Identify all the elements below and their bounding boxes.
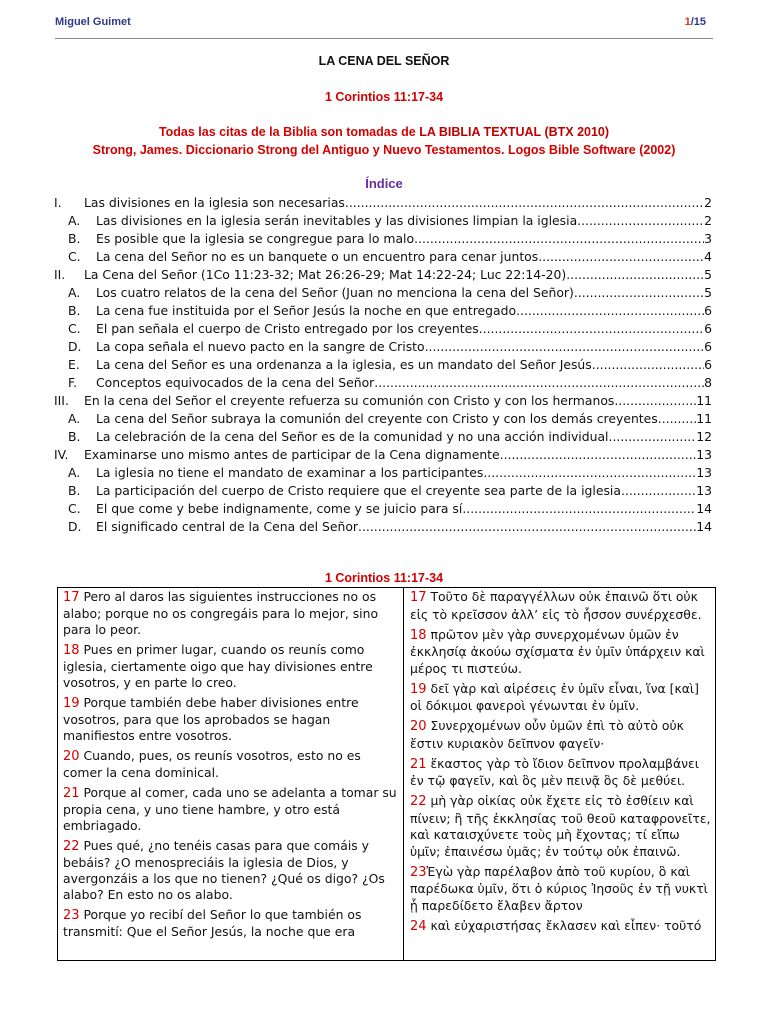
toc-page-number: 4 xyxy=(704,249,712,264)
toc-marker: I. xyxy=(54,195,62,210)
toc-leader-dots xyxy=(479,320,704,338)
toc-page-number: 3 xyxy=(704,231,712,246)
toc-marker: B. xyxy=(68,483,81,498)
verse-number: 21 xyxy=(410,756,427,772)
verse-es xyxy=(63,785,399,834)
table-of-contents xyxy=(54,194,712,536)
toc-leader-dots xyxy=(425,338,705,356)
toc-leader-dots xyxy=(462,500,696,518)
toc-leader-dots xyxy=(358,518,696,536)
toc-leader-dots xyxy=(658,410,696,428)
verse-text: Porque al comer, cada uno se adelanta a tomar su propia cena, y uno tiene hambre, y otro está embriagado. xyxy=(63,785,397,833)
toc-leader-dots xyxy=(374,374,704,392)
verse-es xyxy=(63,695,399,744)
toc-text: Examinarse uno mismo antes de participar de la Cena dignamente xyxy=(84,447,500,462)
verse-gr xyxy=(410,627,711,678)
source-line-2: Strong, James. Diccionario Strong del Antiguo y Nuevo Testamentos. Logos Bible Software (2002) xyxy=(92,143,676,157)
toc-entry[interactable] xyxy=(54,392,712,410)
toc-marker: F. xyxy=(68,375,78,390)
verse-gr xyxy=(410,681,711,715)
toc-marker: II. xyxy=(54,267,66,282)
verse-gr xyxy=(410,756,711,790)
toc-leader-dots xyxy=(345,194,704,212)
total-pages: 15 xyxy=(693,16,706,28)
verse-text: Pues qué, ¿no tenéis casas para que comáis y bebáis? ¿O menospreciáis la iglesia de Dios, y avergonzáis a los que no tienen? ¿Qué os digo? ¿Os alabo? En esto no os alabo. xyxy=(63,838,385,902)
toc-page-number: 14 xyxy=(696,501,712,516)
toc-entry[interactable] xyxy=(54,212,712,230)
toc-text: La cena fue instituida por el Señor Jesús la noche en que entregado xyxy=(96,303,517,318)
toc-entry[interactable] xyxy=(54,374,712,392)
toc-leader-dots xyxy=(621,482,696,500)
verse-text: Cuando, pues, os reunís vosotros, esto no es comer la cena dominical. xyxy=(63,748,361,780)
verse-number: 23 xyxy=(410,864,427,880)
verse-number: 20 xyxy=(63,749,80,764)
toc-text: En la cena del Señor el creyente refuerza su comunión con Cristo y con los hermanos xyxy=(84,393,615,408)
toc-page-number: 13 xyxy=(696,465,712,480)
toc-page-number: 8 xyxy=(704,375,712,390)
toc-page-number: 11 xyxy=(696,411,712,426)
toc-marker: A. xyxy=(68,411,81,426)
section-heading: 1 Corintios 11:17-34 xyxy=(324,571,444,585)
toc-page-number: 12 xyxy=(696,429,712,444)
toc-text: Es posible que la iglesia se congregue para lo malo xyxy=(96,231,415,246)
verse-number: 22 xyxy=(63,839,80,854)
toc-entry[interactable] xyxy=(54,320,712,338)
toc-page-number: 11 xyxy=(696,393,712,408)
toc-leader-dots xyxy=(609,428,697,446)
verse-gr xyxy=(410,918,711,936)
toc-leader-dots xyxy=(574,284,704,302)
toc-entry[interactable] xyxy=(54,284,712,302)
toc-page-number: 13 xyxy=(696,447,712,462)
toc-text: La cena del Señor es una ordenanza a la iglesia, es un mandato del Señor Jesús xyxy=(96,357,592,372)
verse-text: μὴ γὰρ οἰκίας οὐκ ἔχετε εἰς τὸ ἐσθίειν καὶ πίνειν; ἢ τῆς ἐκκλησίας τοῦ θεοῦ καταφρονεῖτε, καὶ καταισχύνετε τοὺς μὴ ἔχοντας; τί εἴπω ὑμῖν; ἐπαινέσω ὑμᾶς; ἐν τούτῳ οὐκ ἐπαινῶ. xyxy=(410,793,711,859)
verse-number: 17 xyxy=(63,590,80,605)
toc-marker: B. xyxy=(68,231,81,246)
verse-gr xyxy=(410,718,711,752)
verse-es xyxy=(63,748,399,781)
toc-entry[interactable] xyxy=(54,518,712,536)
verse-gr xyxy=(410,589,711,623)
toc-entry[interactable] xyxy=(54,266,712,284)
verse-gr xyxy=(410,864,711,915)
toc-leader-dots xyxy=(483,464,696,482)
page-separator: / xyxy=(690,16,694,28)
toc-entry[interactable] xyxy=(54,446,712,464)
verses-table xyxy=(57,587,716,961)
toc-leader-dots xyxy=(538,248,704,266)
toc-page-number: 14 xyxy=(696,519,712,534)
toc-page-number: 2 xyxy=(704,195,712,210)
toc-entry[interactable] xyxy=(54,356,712,374)
toc-entry[interactable] xyxy=(54,428,712,446)
toc-marker: D. xyxy=(68,519,82,534)
header-author: Miguel Guimet xyxy=(55,16,131,28)
verse-es xyxy=(63,589,399,638)
verse-number: 22 xyxy=(410,794,427,809)
index-title: Índice xyxy=(365,176,403,191)
toc-entry[interactable] xyxy=(54,464,712,482)
toc-page-number: 6 xyxy=(704,321,712,336)
toc-text: El pan señala el cuerpo de Cristo entregado por los creyentes xyxy=(96,321,479,336)
verse-number: 23 xyxy=(63,908,80,923)
toc-leader-dots xyxy=(592,356,704,374)
toc-entry[interactable] xyxy=(54,338,712,356)
toc-text: El que come y bebe indignamente, come y se juicio para sí xyxy=(96,501,463,516)
verse-text: καὶ εὐχαριστήσας ἔκλασεν καὶ εἶπεν· τοῦτό xyxy=(426,917,702,933)
document-title: LA CENA DEL SEÑOR xyxy=(318,54,450,68)
toc-marker: III. xyxy=(54,393,69,408)
toc-page-number: 5 xyxy=(704,267,712,282)
toc-text: La celebración de la cena del Señor es de la comunidad y no una acción individual xyxy=(96,429,609,444)
toc-text: El significado central de la Cena del Señor xyxy=(96,519,359,534)
verse-text: δεῖ γὰρ καὶ αἱρέσεις ἐν ὑμῖν εἶναι, ἵνα [καὶ] οἱ δόκιμοι φανεροὶ γένωνται ἐν ὑμῖν. xyxy=(410,680,699,713)
toc-leader-dots xyxy=(577,212,704,230)
verse-text: Pero al daros las siguientes instrucciones no os alabo; porque no os congregáis para lo mejor, sino para lo peor. xyxy=(63,589,379,637)
greek-column xyxy=(404,588,715,960)
toc-entry[interactable] xyxy=(54,248,712,266)
current-page: 1 xyxy=(684,16,691,28)
toc-marker: B. xyxy=(68,303,81,318)
toc-entry[interactable] xyxy=(54,230,712,248)
toc-page-number: 6 xyxy=(704,339,712,354)
toc-leader-dots xyxy=(516,302,704,320)
toc-marker: A. xyxy=(68,213,81,228)
toc-marker: C. xyxy=(68,321,81,336)
toc-marker: A. xyxy=(68,285,81,300)
verse-text: πρῶτον μὲν γὰρ συνερχομένων ὑμῶν ἐν ἐκκλησίᾳ ἀκούω σχίσματα ἐν ὑμῖν ὑπάρχειν καὶ μέρος τι πιστεύω. xyxy=(410,626,705,676)
header-rule xyxy=(55,38,713,39)
spanish-column xyxy=(58,588,404,960)
toc-marker: IV. xyxy=(54,447,69,462)
verse-text: Τοῦτο δὲ παραγγέλλων οὐκ ἐπαινῶ ὅτι οὐκ εἰς τὸ κρεῖσσον ἀλλ’ εἰς τὸ ἧσσον συνέρχεσθε. xyxy=(410,589,702,622)
toc-page-number: 5 xyxy=(704,285,712,300)
toc-text: Las divisiones en la iglesia serán inevitables y las divisiones limpian la iglesia xyxy=(96,213,578,228)
toc-text: Las divisiones en la iglesia son necesarias xyxy=(84,195,345,210)
toc-text: La participación del cuerpo de Cristo requiere que el creyente sea parte de la iglesia xyxy=(96,483,621,498)
toc-marker: C. xyxy=(68,501,81,516)
toc-page-number: 2 xyxy=(704,213,712,228)
verse-number: 21 xyxy=(63,786,80,801)
toc-text: Los cuatro relatos de la cena del Señor (Juan no menciona la cena del Señor) xyxy=(96,285,574,300)
verse-text: Συνερχομένων οὖν ὑμῶν ἐπὶ τὸ αὐτὸ οὐκ ἔστιν κυριακὸν δεῖπνον φαγεῖν· xyxy=(410,718,684,751)
toc-page-number: 13 xyxy=(696,483,712,498)
source-prefix: Todas las citas de la Biblia son tomadas de xyxy=(158,125,420,139)
toc-text: La copa señala el nuevo pacto en la sangre de Cristo xyxy=(96,339,425,354)
toc-page-number: 6 xyxy=(704,303,712,318)
toc-leader-dots xyxy=(414,230,704,248)
verse-number: 19 xyxy=(63,696,80,711)
toc-leader-dots xyxy=(614,392,696,410)
toc-marker: E. xyxy=(68,357,80,372)
toc-page-number: 6 xyxy=(704,357,712,372)
verse-number: 19 xyxy=(410,681,427,697)
verse-number: 24 xyxy=(410,918,427,934)
scripture-reference: 1 Corintios 11:17-34 xyxy=(324,90,444,104)
toc-text: Conceptos equivocados de la cena del Señor xyxy=(96,375,375,390)
toc-text: La cena del Señor no es un banquete o un encuentro para cenar juntos xyxy=(96,249,539,264)
toc-text: La Cena del Señor (1Co 11:23-32; Mat 26:26-29; Mat 14:22-24; Luc 22:14-20) xyxy=(84,267,567,282)
page-counter xyxy=(685,16,706,28)
toc-entry[interactable] xyxy=(54,410,712,428)
verse-number: 18 xyxy=(63,643,80,658)
verse-text: Porque también debe haber divisiones entre vosotros, para que los aprobados se hagan manifiestos entre vosotros. xyxy=(63,695,359,743)
verse-es xyxy=(63,642,399,691)
toc-marker: C. xyxy=(68,249,81,264)
source-bible-name: LA BIBLIA TEXTUAL (BTX 2010) xyxy=(419,125,610,139)
verse-gr xyxy=(410,793,711,860)
toc-leader-dots xyxy=(566,266,704,284)
verse-number: 20 xyxy=(410,719,427,734)
verse-text: Ἐγὼ γὰρ παρέλαβον ἀπὸ τοῦ κυρίου, ὃ καὶ παρέδωκα ὑμῖν, ὅτι ὁ κύριος Ἰησοῦς ἐν τῇ νυκτὶ ᾗ παρεδίδετο ἔλαβεν ἄρτον xyxy=(410,863,708,913)
toc-entry[interactable] xyxy=(54,500,712,518)
toc-entry[interactable] xyxy=(54,302,712,320)
toc-marker: B. xyxy=(68,429,81,444)
verse-text: Porque yo recibí del Señor lo que también os transmití: Que el Señor Jesús, la noche que era xyxy=(63,907,362,939)
verse-text: ἕκαστος γὰρ τὸ ἴδιον δεῖπνον προλαμβάνει ἐν τῷ φαγεῖν, καὶ ὃς μὲν πεινᾷ ὃς δὲ μεθύει. xyxy=(410,755,699,788)
verse-number: 17 xyxy=(410,590,427,605)
toc-text: La iglesia no tiene el mandato de examinar a los participantes xyxy=(96,465,484,480)
toc-entry[interactable] xyxy=(54,482,712,500)
toc-marker: D. xyxy=(68,339,82,354)
toc-text: La cena del Señor subraya la comunión del creyente con Cristo y con los demás creyentes xyxy=(96,411,658,426)
verse-es xyxy=(63,838,399,903)
verse-text: Pues en primer lugar, cuando os reunís como iglesia, ciertamente oigo que hay divisiones entre vosotros, y en parte lo creo. xyxy=(63,642,373,690)
verse-es xyxy=(63,907,399,940)
toc-entry[interactable] xyxy=(54,194,712,212)
source-line-1 xyxy=(0,125,768,139)
toc-leader-dots xyxy=(500,446,697,464)
toc-marker: A. xyxy=(68,465,81,480)
verse-number: 18 xyxy=(410,627,427,643)
